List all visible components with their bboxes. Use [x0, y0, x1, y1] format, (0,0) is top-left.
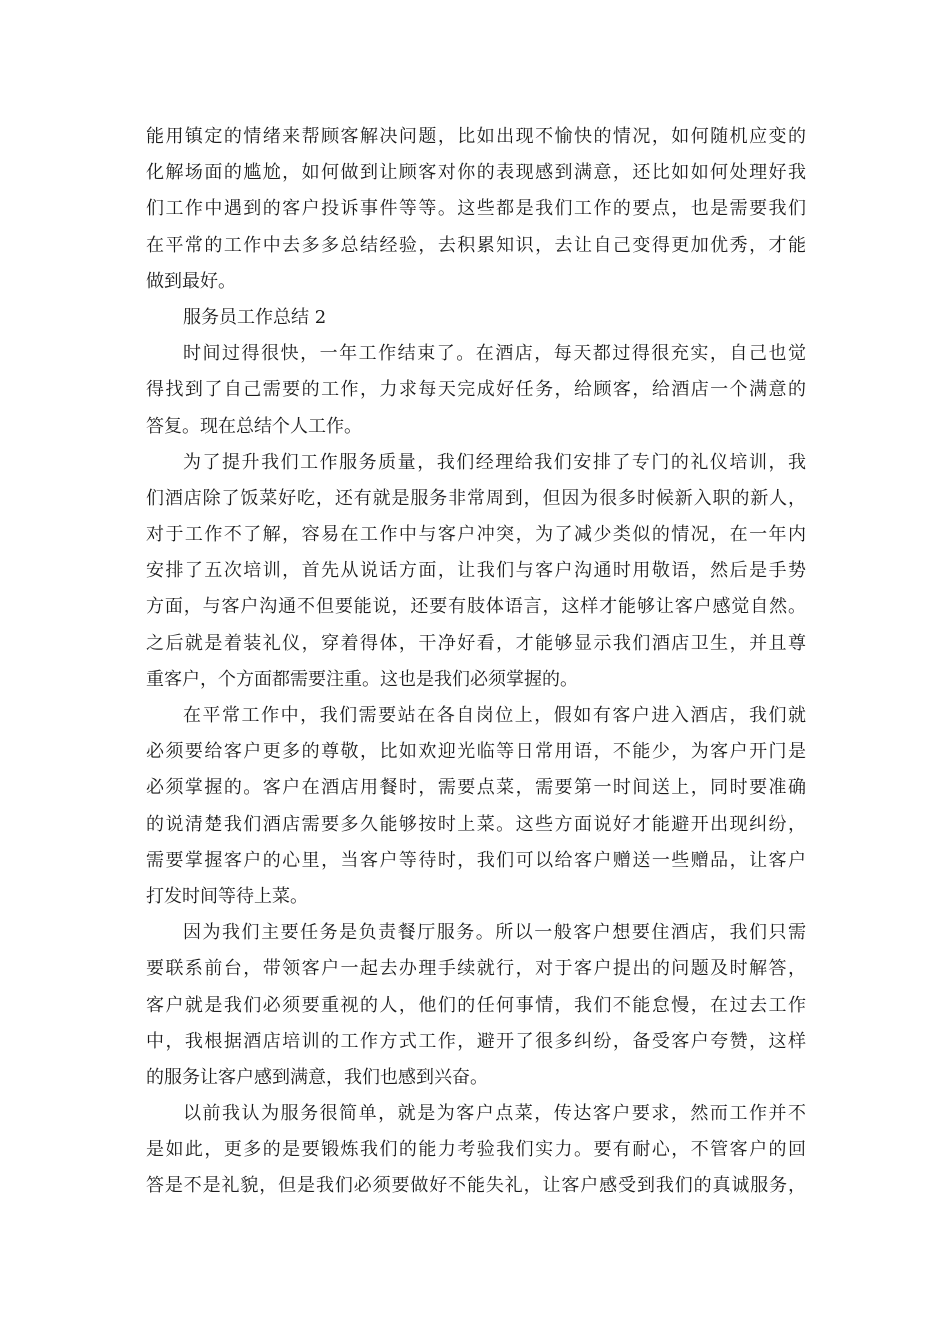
- text-line: 打发时间等待上菜。: [146, 885, 308, 907]
- text-line: 在平常工作中，我们需要站在各自岗位上，假如有客户进入酒店，我们就: [183, 705, 806, 726]
- text-line: 答复。现在总结个人工作。: [146, 415, 362, 437]
- text-line: 方面，与客户沟通不但要能说，还要有肢体语言，这样才能够让客户感觉自然。: [146, 596, 806, 618]
- text-line: 能用镇定的情绪来帮顾客解决问题，比如出现不愉快的情况，如何随机应变的: [146, 126, 806, 147]
- text-line: 必须要给客户更多的尊敬，比如欢迎光临等日常用语，不能少，为客户开门是: [146, 741, 806, 763]
- text-line: 服务员工作总结 2: [183, 306, 327, 328]
- text-line: 之后就是着装礼仪，穿着得体，干净好看，才能够显示我们酒店卫生，并且尊: [146, 632, 806, 654]
- text-line: 对于工作不了解，容易在工作中与客户冲突，为了减少类似的情况，在一年内: [146, 524, 806, 546]
- text-line: 重客户，个方面都需要注重。这也是我们必须掌握的。: [146, 668, 578, 690]
- text-line: 因为我们主要任务是负责餐厅服务。所以一般客户想要住酒店，我们只需: [183, 922, 806, 944]
- text-line: 时间过得很快，一年工作结束了。在酒店，每天都过得很充实，自己也觉: [183, 343, 806, 365]
- text-line: 要联系前台，带领客户一起去办理手续就行，对于客户提出的问题及时解答，: [146, 958, 806, 980]
- text-line: 中，我根据酒店培训的工作方式工作，避开了很多纠纷，备受客户夸赞，这样: [146, 1030, 806, 1052]
- text-line: 需要掌握客户的心里，当客户等待时，我们可以给客户赠送一些赠品，让客户: [146, 849, 806, 871]
- text-line: 做到最好。: [146, 270, 236, 292]
- text-line: 的说清楚我们酒店需要多久能够按时上菜。这些方面说好才能避开出现纠纷，: [146, 813, 806, 835]
- document-body: [146, 119, 806, 1205]
- text-line: 为了提升我们工作服务质量，我们经理给我们安排了专门的礼仪培训，我: [183, 451, 806, 473]
- text-line: 是如此，更多的是要锻炼我们的能力考验我们实力。要有耐心，不管客户的回: [146, 1139, 806, 1161]
- text-line: 们酒店除了饭菜好吃，还有就是服务非常周到，但因为很多时候新入职的新人，: [146, 487, 806, 509]
- text-line: 以前我认为服务很简单，就是为客户点菜，传达客户要求，然而工作并不: [183, 1103, 806, 1125]
- text-line: 必须掌握的。客户在酒店用餐时，需要点菜，需要第一时间送上，同时要准确: [146, 777, 806, 799]
- text-line: 在平常的工作中去多多总结经验，去积累知识，去让自己变得更加优秀，才能: [146, 234, 806, 256]
- text-line: 化解场面的尴尬，如何做到让顾客对你的表现感到满意，还比如如何处理好我: [146, 162, 806, 184]
- text-line: 客户就是我们必须要重视的人，他们的任何事情，我们不能怠慢，在过去工作: [146, 994, 806, 1016]
- text-line: 安排了五次培训，首先从说话方面，让我们与客户沟通时用敬语，然后是手势: [146, 560, 806, 582]
- text-line: 答是不是礼貌，但是我们必须要做好不能失礼，让客户感受到我们的真诚服务，: [146, 1175, 806, 1197]
- text-line: 的服务让客户感到满意，我们也感到兴奋。: [146, 1066, 488, 1088]
- text-line: 们工作中遇到的客户投诉事件等等。这些都是我们工作的要点，也是需要我们: [146, 198, 806, 220]
- text-line: 得找到了自己需要的工作，力求每天完成好任务，给顾客，给酒店一个满意的: [146, 379, 806, 401]
